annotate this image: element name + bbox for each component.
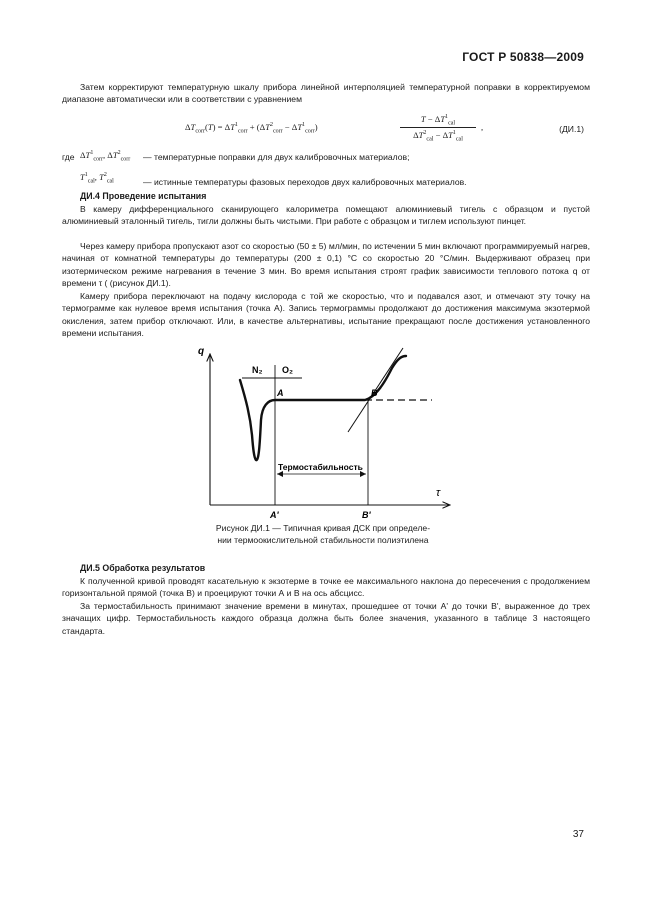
definition-2-text: — истинные температуры фазовых переходов двух калибровочных материалов. [143, 177, 467, 187]
point-b-label: B [371, 388, 378, 398]
point-b-projection-label: B' [362, 510, 371, 520]
figure-caption [0, 522, 646, 547]
formula-number: (ДИ.1) [559, 124, 584, 134]
section-4-paragraph-1: В камеру дифференциального сканирующего калориметра помещают алюминиевый тигель с образцом и пустой алюминиевый эталонный тигель, тигли должны быть чистыми. При работе с образцом и тиглем используют пинцет. [62, 204, 590, 227]
section-4-paragraph-2: Через камеру прибора пропускают азот со скоростью (50 ± 5) мл/мин, по истечении 5 мин включают программируемый нагрев, начиная от комнатной температуры до температуры (200 ± 0,1) °С со скоростью 20 °С/мин. Выдерживают образец при изотермическом режиме нагревания в течение 3 мин. Во время испытания строят график зависимости теплового потока q от времени τ ( (рисунок ДИ.1). [62, 241, 590, 289]
point-a-label: A [277, 388, 284, 398]
section-5-heading: ДИ.5 Обработка результатов [80, 563, 206, 573]
document-header: ГОСТ Р 50838—2009 [462, 50, 584, 64]
definition-1-symbols: $\Delta T^1_{corr}$, $\Delta T^2_{corr}$ [80, 150, 131, 163]
definition-2-symbols: $T^1_{cal}$, $T^2_{cal}$ [80, 172, 114, 185]
definitions-where: где [62, 152, 75, 162]
n2-label: N₂ [252, 365, 263, 375]
figure-caption-line-2: нии термоокислительной стабильности полиэтилена [217, 535, 429, 546]
figure-caption-line-1: Рисунок ДИ.1 — Типичная кривая ДСК при определе- [215, 523, 431, 533]
y-axis-label: q [198, 346, 205, 357]
thermostability-label: Термостабильность [278, 462, 363, 472]
section-5-paragraph-1: К полученной кривой проводят касательную к экзотерме в точке ее максимального наклона до пересечения с продолжением горизонтальной прямой (точка В) и проецируют точки А и В на ось абсцисс. [62, 576, 590, 599]
definition-1-text: — температурные поправки для двух калибровочных материалов; [143, 152, 410, 162]
section-5-paragraph-2: За термостабильность принимают значение времени в минутах, прошедшее от точки А' до точки В', выраженное до трех значащих цифр. Термостабильность каждого образца должна быть более значения, указанного в таблице 3 настоящего стандарта. [62, 601, 590, 636]
x-axis-label: τ [436, 487, 441, 499]
section-4-heading: ДИ.4 Проведение испытания [80, 191, 207, 201]
o2-label: O₂ [282, 365, 293, 375]
intro-paragraph: Затем корректируют температурную шкалу прибора линейной интерполяцией температурной поправки в корректируемом диапазоне автоматически или в соответствии с уравнением [62, 82, 590, 105]
point-a-projection-label: A' [270, 510, 279, 520]
formula: $\Delta T_{corr}(T) = \Delta T^1_{corr} + (\Delta T^2_{corr} - \Delta T^1_{corr})$ $T - \Delta T^1_{cal}$ $\Delta T^2_{cal} - \Delta T^1_{cal}$ , [185, 114, 484, 143]
dsc-curve [240, 356, 406, 460]
dsc-figure [180, 340, 470, 520]
section-4-paragraph-3: Камеру прибора переключают на подачу кислорода с той же скоростью, что и подавался азот, и отмечают эту точку на термограмме как нулевое время испытания (точка А). Запись термограммы продолжают до достижения максимума экзотермой окисления, затем прибор отключают. Или, в качестве альтернативы, испытание прекращают после достижения установленного времени испытания. [62, 291, 590, 339]
page-number: 37 [572, 829, 584, 840]
